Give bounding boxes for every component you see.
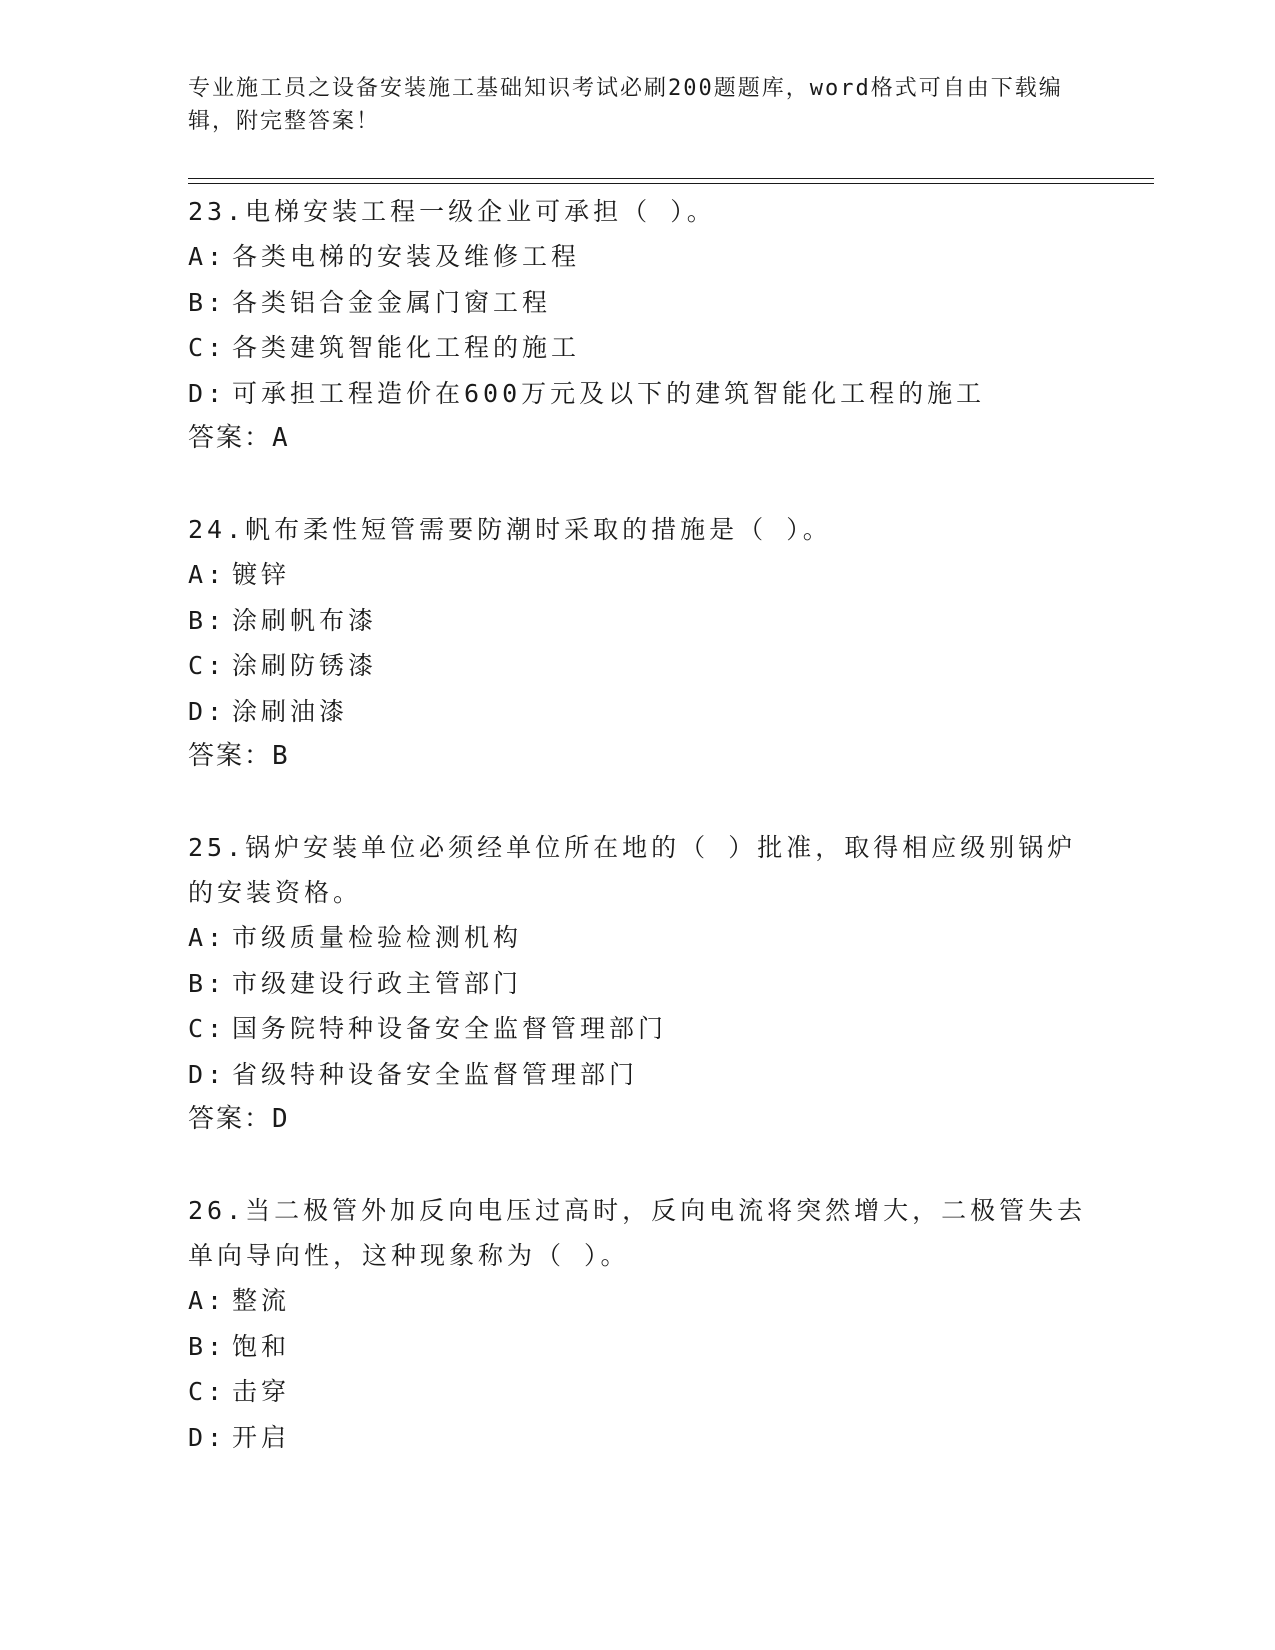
option-key: B: [188, 968, 227, 998]
option-b [188, 961, 1088, 1007]
question-text: 24.帆布柔性短管需要防潮时采取的措施是（ ）。 [188, 515, 832, 544]
option-a [188, 915, 1088, 961]
option-d [188, 1415, 1088, 1461]
option-c [188, 643, 1088, 689]
document-header [188, 72, 1068, 138]
option-text: 整流 [232, 1286, 291, 1315]
header-divider-top [188, 178, 1154, 179]
answer-value: B [272, 741, 290, 771]
question-24 [188, 507, 1088, 779]
answer-label: 答案： [188, 741, 273, 771]
answer-line [188, 734, 1088, 779]
answer-value: D [272, 1104, 290, 1134]
option-key: B: [188, 287, 227, 317]
option-text: 涂刷油漆 [232, 696, 349, 726]
option-key: A: [188, 560, 227, 589]
option-text: 可承担工程造价在600万元及以下的建筑智能化工程的施工 [232, 378, 986, 408]
option-text: 涂刷防锈漆 [232, 651, 378, 680]
option-text: 各类铝合金金属门窗工程 [232, 287, 552, 317]
option-text: 各类建筑智能化工程的施工 [232, 333, 581, 362]
option-key: C: [188, 333, 227, 362]
option-c [188, 1006, 1088, 1052]
header-divider-bottom [188, 183, 1154, 184]
option-c [188, 325, 1088, 371]
option-key: C: [188, 651, 227, 680]
option-text: 各类电梯的安装及维修工程 [232, 242, 581, 271]
option-key: D: [188, 1059, 227, 1089]
option-text: 涂刷帆布漆 [232, 605, 378, 635]
option-text: 市级质量检验检测机构 [232, 923, 523, 952]
answer-value: A [272, 423, 290, 453]
answer-line [188, 1097, 1088, 1142]
question-25 [188, 825, 1088, 1142]
option-b [188, 1324, 1088, 1370]
answer-label: 答案： [188, 423, 273, 453]
question-text: 26.当二极管外加反向电压过高时，反向电流将突然增大，二极管失去单向导向性，这种现象称为（ ）。 [188, 1196, 1087, 1270]
option-key: C: [188, 1377, 227, 1406]
option-d [188, 371, 1088, 417]
option-text: 省级特种设备安全监督管理部门 [232, 1059, 639, 1089]
option-text: 镀锌 [232, 560, 291, 589]
option-d [188, 689, 1088, 735]
option-key: B: [188, 1331, 227, 1361]
option-a [188, 552, 1088, 598]
option-key: A: [188, 242, 227, 271]
answer-line [188, 416, 1088, 461]
answer-label: 答案： [188, 1104, 273, 1134]
option-d [188, 1052, 1088, 1098]
question-list [188, 189, 1088, 1506]
option-text: 开启 [232, 1422, 291, 1452]
question-26 [188, 1188, 1088, 1460]
option-key: B: [188, 605, 227, 635]
option-text: 击穿 [232, 1377, 291, 1406]
question-text: 25.锅炉安装单位必须经单位所在地的（ ）批准，取得相应级别锅炉的安装资格。 [188, 833, 1077, 907]
option-text: 市级建设行政主管部门 [232, 968, 523, 998]
option-key: C: [188, 1014, 227, 1043]
question-text: 23.电梯安装工程一级企业可承担（ ）。 [188, 197, 716, 226]
option-key: A: [188, 923, 227, 952]
option-key: D: [188, 1422, 227, 1452]
header-title: 专业施工员之设备安装施工基础知识考试必刷200题题库，word格式可自由下载编辑，附完整答案！ [188, 76, 1063, 134]
option-a [188, 1278, 1088, 1324]
option-b [188, 598, 1088, 644]
option-a [188, 234, 1088, 280]
option-text: 国务院特种设备安全监督管理部门 [232, 1014, 668, 1043]
option-b [188, 280, 1088, 326]
option-key: D: [188, 378, 227, 408]
question-23 [188, 189, 1088, 461]
option-key: D: [188, 696, 227, 726]
option-text: 饱和 [232, 1331, 291, 1361]
option-c [188, 1369, 1088, 1415]
option-key: A: [188, 1286, 227, 1315]
